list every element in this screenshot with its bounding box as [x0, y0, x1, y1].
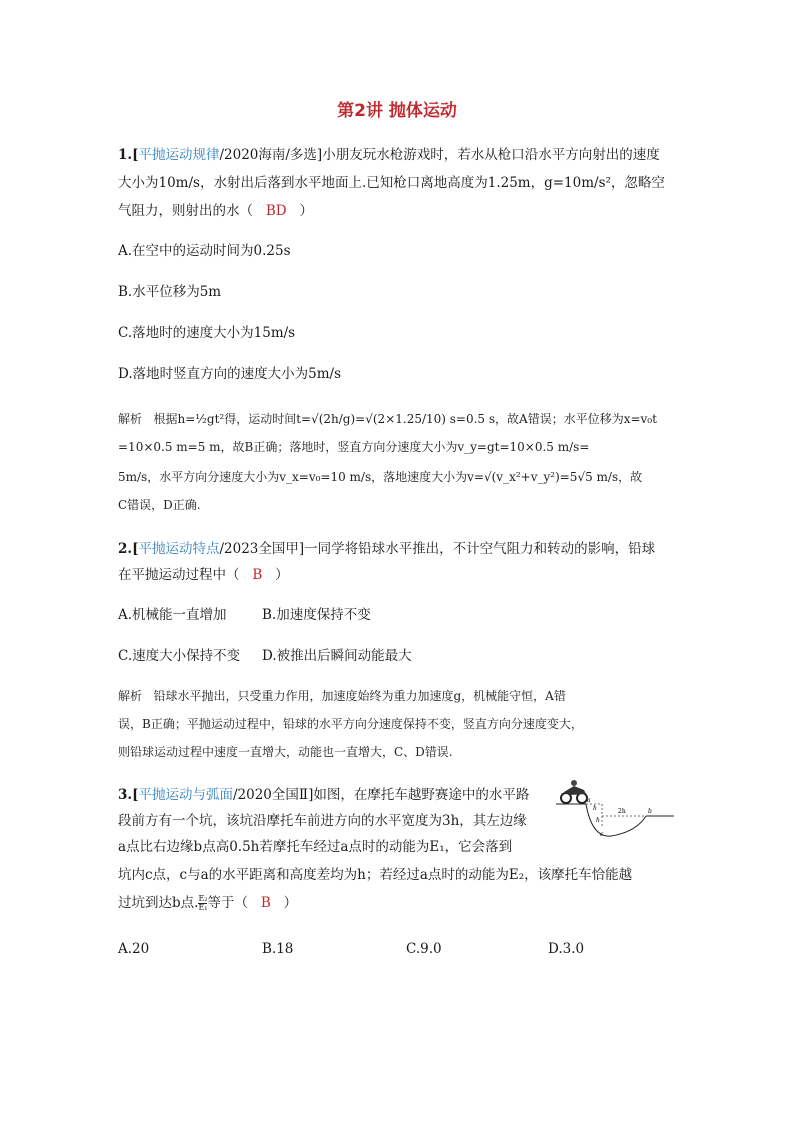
- page-title: 第2讲 抛体运动: [337, 101, 457, 121]
- q1-number: 1.[: [118, 147, 139, 163]
- q1-stem-line2: 大小为10m/s，水射出后落到水平地面上.已知枪口离地高度为1.25m，g=10m/s²，忽略空: [118, 175, 665, 191]
- label-a: a: [587, 797, 591, 804]
- q3-stem-line1: [118, 786, 529, 804]
- q3-stem-line3: a点比右边缘b点高0.5h若摩托车经过a点时的动能为E₁，它会落到: [118, 839, 513, 855]
- q3-stem-line5-text: 过坑到达b点.: [118, 895, 199, 911]
- q2-option-b[interactable]: B.加速度保持不变: [262, 607, 371, 623]
- q1-answer: BD: [265, 203, 287, 219]
- q1-solution-line1: [118, 411, 657, 428]
- q2-solution-line1: [118, 688, 566, 705]
- q2-solution-line2: 误，B正确；平抛运动过程中，铅球的水平方向分速度保持不变，竖直方向分速度变大，: [118, 717, 583, 731]
- q3-answer: B: [260, 895, 271, 911]
- label-h-side: h: [596, 817, 600, 824]
- q1-option-a[interactable]: A.在空中的运动时间为0.25s: [118, 243, 291, 259]
- q1-option-b[interactable]: B.水平位移为5m: [118, 284, 222, 300]
- q2-stem-line2-text: 在平抛运动过程中（: [118, 567, 240, 583]
- q3-stem-line5-tail: 等于（: [207, 895, 248, 911]
- motorcycle-pit-figure: [556, 776, 676, 846]
- q2-stem-line2: [118, 566, 289, 584]
- q2-option-a[interactable]: A.机械能一直增加: [118, 607, 227, 623]
- q3-option-a[interactable]: A.20: [118, 941, 150, 957]
- q1-stem-line3-text: 气阻力，则射出的水（: [118, 203, 253, 219]
- q1-option-d[interactable]: D.落地时竖直方向的速度大小为5m/s: [118, 366, 342, 382]
- q2-solution-text1: 铅球水平抛出，只受重力作用，加速度始终为重力加速度g，机械能守恒，A错: [153, 689, 566, 703]
- q1-option-c[interactable]: C.落地时的速度大小为15m/s: [118, 325, 296, 341]
- label-h-top: h: [593, 805, 597, 812]
- q2-option-c[interactable]: C.速度大小保持不变: [118, 648, 241, 664]
- q1-solution-line2: =10×0.5 m=5 m，故B正确；落地时，竖直方向分速度大小为v_y=gt=10×0.5 m/s=: [118, 440, 590, 454]
- q1-stem-line1: [118, 146, 660, 164]
- q1-paren-close: ）: [299, 203, 313, 219]
- q3-stem-line5: [118, 894, 297, 912]
- q3-stem-line2: 段前方有一个坑，该坑沿摩托车前进方向的水平宽度为3h，其左边缘: [118, 813, 527, 829]
- q2-solution-line3: 则铅球运动过程中速度一直增大，动能也一直增大，C、D错误.: [118, 745, 453, 759]
- fraction-numerator: E₂: [198, 894, 208, 903]
- q2-number: 2.[: [118, 541, 139, 557]
- label-b: b: [648, 808, 652, 815]
- q1-solution-line3: 5m/s，水平方向分速度大小为v_x=v₀=10 m/s，落地速度大小为v=√(v_x²+v_y²)=5√5 m/s，故: [118, 470, 643, 484]
- q2-option-d[interactable]: D.被推出后瞬间动能最大: [262, 648, 412, 664]
- q3-option-d[interactable]: D.3.0: [548, 941, 585, 957]
- q1-solution-label: 解析: [118, 412, 143, 426]
- q1-solution-line4: C错误，D正确.: [118, 498, 201, 512]
- q1-stem-text: /2020海南/多选]小朋友玩水枪游戏时，若水从枪口沿水平方向射出的速度: [219, 147, 660, 163]
- q1-topic-tag[interactable]: 平抛运动规律: [138, 147, 220, 163]
- q2-stem-line1: [118, 540, 655, 558]
- q3-topic-tag[interactable]: 平抛运动与弧面: [138, 787, 233, 803]
- label-2h: 2h: [618, 808, 626, 815]
- q1-stem-line3: [118, 202, 313, 220]
- q3-number: 3.[: [118, 787, 139, 803]
- q2-stem-text: /2023全国甲]一同学将铅球水平推出，不计空气阻力和转动的影响，铅球: [219, 541, 656, 557]
- q3-option-c[interactable]: C.9.0: [406, 941, 442, 957]
- fraction-denominator: E₁: [198, 903, 208, 912]
- q3-stem-line4: 坑内c点，c与a的水平距离和高度差均为h；若经过a点时的动能为E₂，该摩托车恰能越: [118, 867, 633, 883]
- q1-solution-text1: 根据h=½gt²得，运动时间t=√(2h/g)=√(2×1.25/10) s=0.5 s，故A错误；水平位移为x=v₀t: [153, 412, 657, 426]
- q2-answer: B: [252, 567, 263, 583]
- q2-topic-tag[interactable]: 平抛运动特点: [138, 541, 220, 557]
- q3-paren-close: ）: [283, 895, 298, 911]
- q3-option-b[interactable]: B.18: [262, 941, 294, 957]
- q3-stem-text: /2020全国Ⅱ]如图，在摩托车越野赛途中的水平路: [232, 787, 530, 803]
- label-c: c: [600, 831, 604, 838]
- q2-solution-label: 解析: [118, 689, 143, 703]
- q2-paren-close: ）: [275, 567, 289, 583]
- motorcycle-icon: [561, 780, 587, 803]
